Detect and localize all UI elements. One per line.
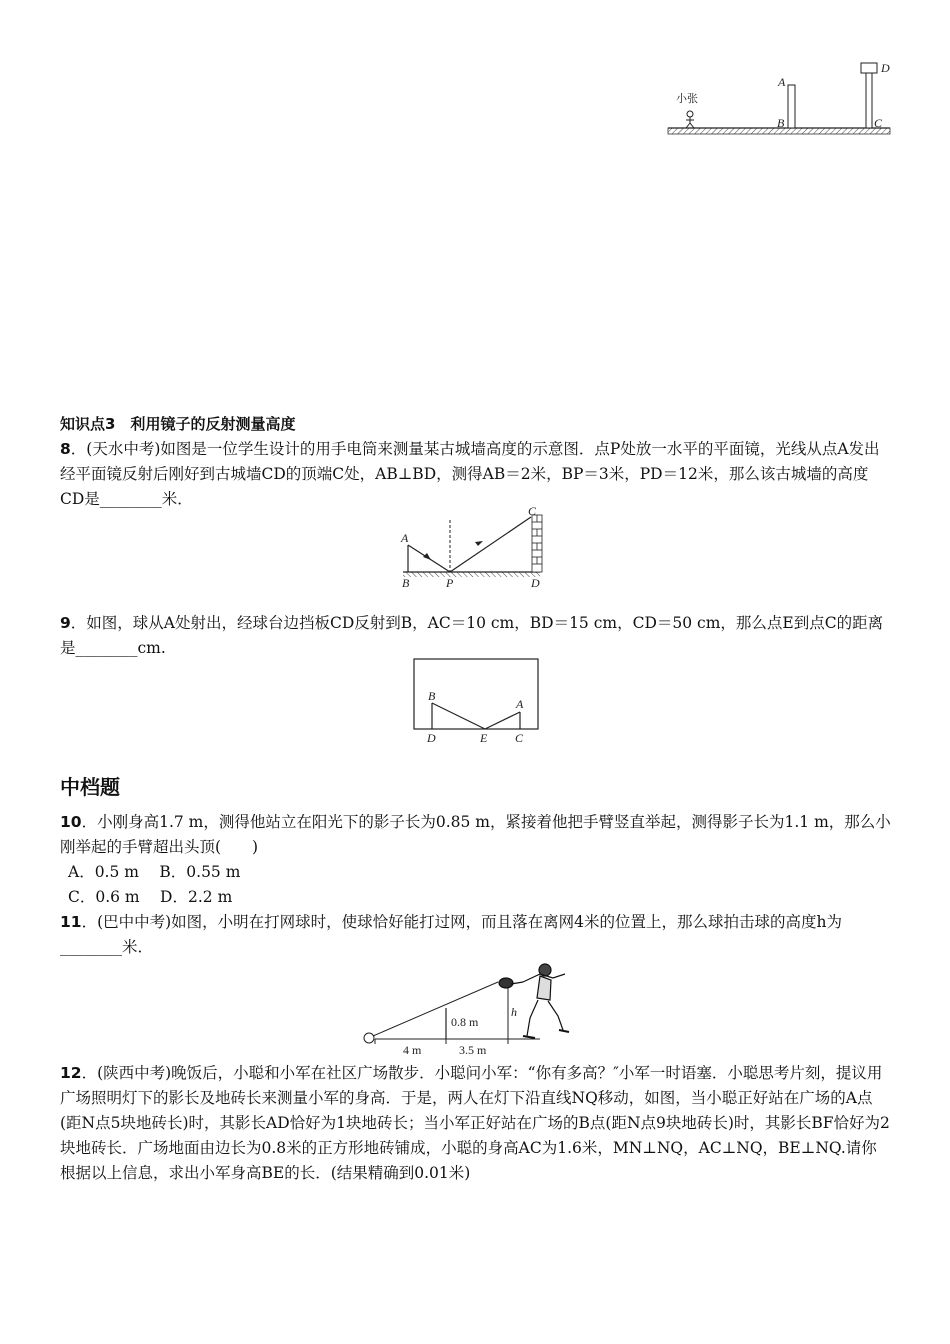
- question-text: ．小刚身高1.7 m，测得他站立在阳光下的影子长为0.85 m，紧接着他把手臂竖直举起，测得影子长为1.1 m，那么小刚举起的手臂超出头顶( ): [60, 813, 891, 856]
- label-a: A: [401, 531, 409, 545]
- question-10: [60, 810, 892, 860]
- label-b: B: [402, 576, 410, 590]
- question-11: [60, 910, 892, 960]
- arrow-1: [423, 553, 431, 560]
- label-c: C: [874, 116, 883, 130]
- options-row-2: C．0.6 m D．2.2 m: [68, 888, 233, 906]
- distance-1-label: 4 m: [403, 1043, 422, 1057]
- person-label: 小张: [676, 92, 698, 105]
- ball-icon: [364, 1033, 374, 1043]
- label-e: E: [480, 731, 488, 745]
- person-icon: [686, 111, 694, 128]
- pole-cd: [866, 73, 872, 128]
- pole-ab: [788, 85, 795, 128]
- question-number: 10: [60, 813, 82, 831]
- arrow-2: [475, 541, 483, 546]
- question-text: ．(巴中中考)如图，小明在打网球时，使球恰好能打过网，而且落在离网4米的位置上，那么球拍击球的高度h为________米．: [60, 913, 843, 956]
- label-d: D: [881, 61, 890, 75]
- label-p: P: [446, 576, 454, 590]
- label-d: D: [427, 731, 436, 745]
- question-12: [60, 1061, 892, 1186]
- distance-2-label: 3.5 m: [459, 1043, 487, 1057]
- label-a: A: [778, 75, 786, 89]
- figure-q8-mirror: [395, 505, 560, 595]
- question-number: 11: [60, 913, 82, 931]
- label-a: A: [516, 697, 524, 711]
- question-text: ．(陕西中考)晚饭后，小聪和小军在社区广场散步．小聪问小军：“你有多高？″小军一时语塞．小聪思考片刻，提议用广场照明灯下的影长及地砖长来测量小军的身高．于是，两人在灯下沿直线NQ移动，如图，当小聪正好站在广场的A点(距N点5块地砖长)时，其影长AD恰好为1块地砖长；当小军正好站在广场的B点(距N点9块地砖长)时，其影长BF恰好为2块地砖长．广场地面由边长为0.8米的正方形地砖铺成，小聪的身高AC为1.6米，MN⊥NQ，AC⊥NQ，BE⊥NQ.请你根据以上信息，求出小军身高BE的长．(结果精确到0.01米): [60, 1064, 890, 1182]
- question-9: [60, 611, 892, 661]
- label-c: C: [515, 731, 524, 745]
- label-c: C: [528, 505, 537, 518]
- section-title: 知识点3 利用镜子的反射测量高度: [60, 415, 296, 433]
- label-d: D: [531, 576, 540, 590]
- options-row-1: A．0.5 m B．0.55 m: [68, 863, 241, 881]
- figure-q9-table: [410, 656, 545, 746]
- ray-pc: [450, 517, 531, 572]
- difficulty-heading: 中档题: [60, 775, 120, 799]
- h-label: h: [511, 1005, 517, 1019]
- question-number: 9: [60, 614, 71, 632]
- figure-q11-tennis: [355, 956, 605, 1060]
- question-number: 8: [60, 440, 71, 458]
- label-b: B: [777, 116, 785, 130]
- brick-wall: [532, 515, 542, 572]
- figure-top-buildings: [660, 55, 900, 145]
- question-8: [60, 437, 892, 512]
- question-text: ．(天水中考)如图是一位学生设计的用手电筒来测量某古城墙高度的示意图．点P处放一水平的平面镜，光线从点A发出经平面镜反射后刚好到古城墙CD的顶端C处，AB⊥BD，测得AB＝2米，BP＝3米，PD＝12米，那么该古城墙的高度CD是________米．: [60, 440, 880, 508]
- net-height-label: 0.8 m: [451, 1015, 479, 1029]
- tennis-player-icon: [499, 964, 569, 1038]
- label-b: B: [428, 689, 436, 703]
- lamp-box: [861, 63, 877, 73]
- question-text: ．如图，球从A处射出，经球台边挡板CD反射到B，AC＝10 cm，BD＝15 cm，CD＝50 cm，那么点E到点C的距离是________cm.: [60, 614, 884, 657]
- question-number: 12: [60, 1064, 82, 1082]
- trajectory: [373, 982, 498, 1036]
